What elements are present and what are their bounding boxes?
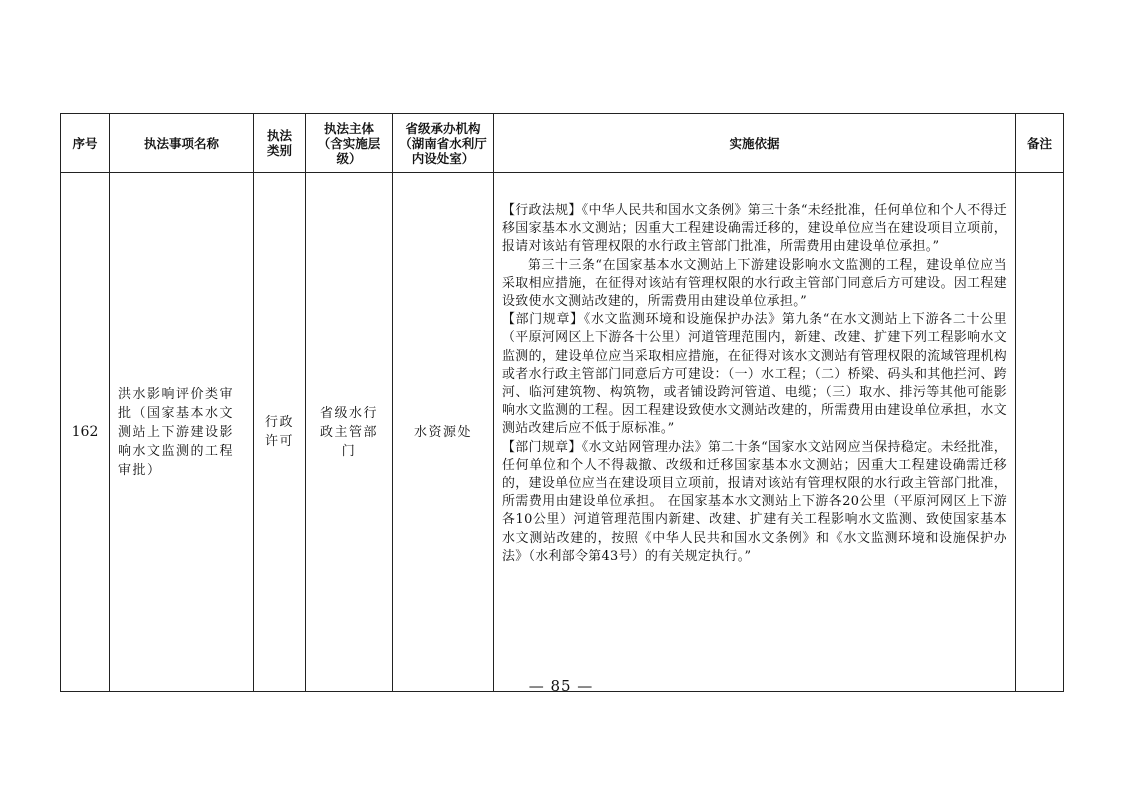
enforcement-table-container <box>60 113 1063 692</box>
row-seq: 162 <box>61 173 110 692</box>
basis-paragraph: 【部门规章】《水文监测环境和设施保护办法》第九条“在水文测站上下游各二十公里（平原河网区上下游各十公里）河道管理范围内，新建、改建、扩建下列工程影响水文监测的，建设单位应当采取相应措施，在征得对该水文测站有管理权限的流域管理机构或者水行政主管部门同意后方可建设：（一）水工程；（二）桥梁、码头和其他拦河、跨河、临河建筑物、构筑物，或者铺设跨河管道、电缆；（三）取水、排污等其他可能影响水文监测的工程。因工程建设致使水文测站改建的，所需费用由建设单位承担，水文测站改建后应不低于原标准。” <box>502 312 1007 437</box>
row-basis <box>494 173 1016 692</box>
table-row <box>61 173 1064 692</box>
header-subject: 执法主体（含实施层级） <box>306 114 393 173</box>
row-office: 水资源处 <box>393 173 494 692</box>
page-number: — 85 — <box>528 677 594 695</box>
basis-paragraph: 【行政法规】《中华人民共和国水文条例》第三十条“未经批准，任何单位和个人不得迁移国家基本水文测站；因重大工程建设确需迁移的，建设单位应当在建设项目立项前，报请对该站有管理权限的水行政主管部门批准，所需费用由建设单位承担。” <box>502 203 1007 255</box>
table-header-row <box>61 114 1064 173</box>
row-category: 行政许可 <box>254 173 306 692</box>
header-office: 省级承办机构（湖南省水利厅内设处室） <box>393 114 494 173</box>
basis-paragraph: 第三十三条“在国家基本水文测站上下游建设影响水文监测的工程，建设单位应当采取相应措施，在征得对该站有管理权限的水行政主管部门同意后方可建设。因工程建设致使水文测站改建的，所需费用由建设单位承担。” <box>502 257 1007 310</box>
row-remarks <box>1016 173 1064 692</box>
header-remarks: 备注 <box>1016 114 1064 173</box>
header-basis: 实施依据 <box>494 114 1016 173</box>
header-seq: 序号 <box>61 114 110 173</box>
enforcement-table <box>60 113 1064 692</box>
basis-paragraph: 【部门规章】《水文站网管理办法》第二十条“国家水文站网应当保持稳定。未经批准，任何单位和个人不得裁撤、改级和迁移国家基本水文测站；因重大工程建设确需迁移的，建设单位应当在建设项目立项前，报请对该站有管理权限的水行政主管部门批准，所需费用由建设单位承担。 在国家基本水文测站上下游各20公里（平原河网区上下游各10公里）河道管理范围内新建、改建、扩建有关工程影响水文监测、致使国家基本水文测站改建的，按照《中华人民共和国水文条例》和《水文监测环境和设施保护办法》（水利部令第43号）的有关规定执行。” <box>502 439 1007 564</box>
header-name: 执法事项名称 <box>110 114 254 173</box>
row-subject: 省级水行政主管部门 <box>306 173 393 692</box>
row-name: 洪水影响评价类审批（国家基本水文测站上下游建设影响水文监测的工程审批） <box>110 173 254 692</box>
header-category: 执法类别 <box>254 114 306 173</box>
